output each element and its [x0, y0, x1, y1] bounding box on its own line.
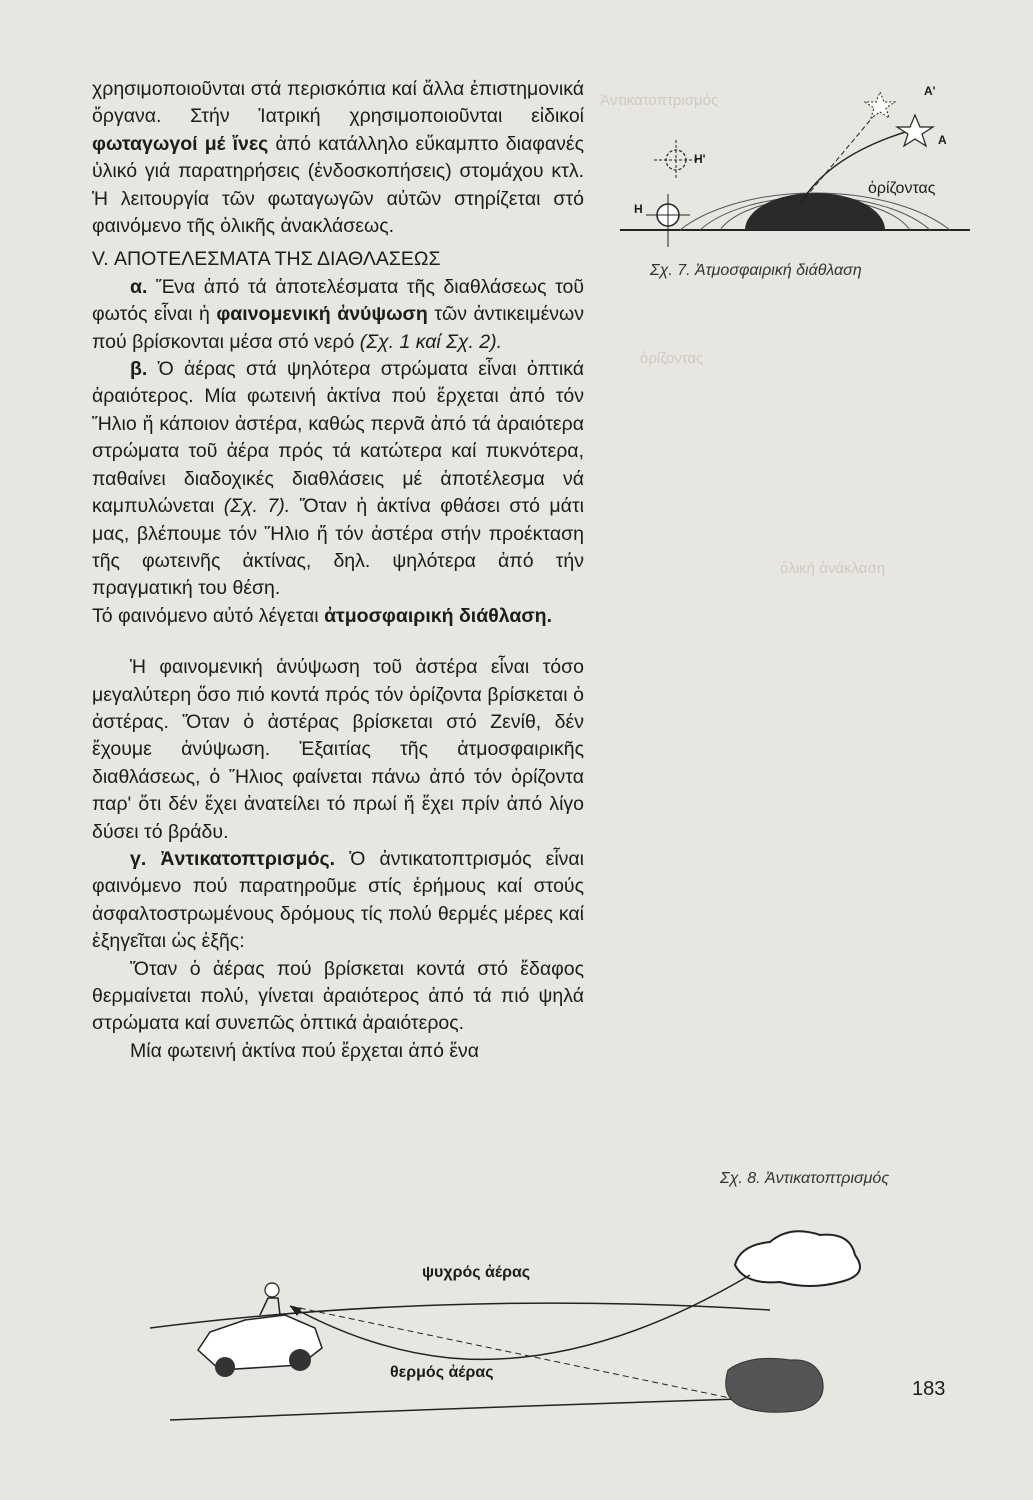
paragraph-a: α. Ἕνα ἀπό τά ἀποτελέσματα τῆς διαθλάσεως τοῦ φωτός εἶναι ἡ φαινομενική ἀνύψωση τῶν ἀντικειμένων πού βρίσκονται μέσα στό νερό (Σχ. 1 καί Σχ. 2). [92, 275, 585, 353]
paragraph-b: β. Ὁ ἀέρας στά ψηλότερα στρώματα εἶναι ὀπτικά ἀραιότερος. Μία φωτεινή ἀκτίνα πού ἔρχεται ἀπό τόν Ἥλιο ἤ κάποιον ἀστέρα, καθώς περνᾶ ἀπό τά ἀραιότερα στρώματα τοῦ ἀέρα πρός τά κατώτερα καί πυκνότερα, παθαίνει διαδοχικές διαθλάσεις μέ ἀποτέλεσμα νά καμπυλώνεται (Σχ. 7). Ὅταν ἡ ἀκτίνα φθάσει στό μάτι μας, βλέπουμε τόν Ἥλιο ἤ τόν ἀστέρα στήν προέκταση τῆς φωτεινῆς ἀκτίνας, δηλ. ψηλότερα ἀπό τήν πραγματική του θέση. [92, 358, 585, 600]
label-a-prime: Α' [924, 84, 936, 98]
figure-7-caption: Σχ. 7. Ἀτμοσφαιρική διάθλαση [650, 262, 862, 279]
road-line [170, 1398, 770, 1420]
figure-8-diagram [150, 1220, 950, 1435]
figure-7-diagram [610, 82, 990, 252]
apparent-ray-line [290, 1306, 730, 1398]
earth-dome [745, 193, 885, 230]
label-hot-air: θερμός ἀέρας [390, 1364, 494, 1381]
label-horizon: ὁρίζοντας [868, 180, 936, 197]
section-heading: V. ΑΠΟΤΕΛΕΣΜΑΤΑ ΤΗΣ ΔΙΑΘΛΑΣΕΩΣ [92, 248, 441, 271]
paragraph-c3: Μία φωτεινή ἀκτίνα πού ἔρχεται ἀπό ἕνα [130, 1039, 480, 1062]
car-icon [198, 1283, 322, 1377]
page-number: 183 [912, 1378, 946, 1400]
label-h-prime: Η' [694, 152, 706, 166]
paragraph-rise: Ἡ φαινομενική ἀνύψωση τοῦ ἀστέρα εἶναι τόσο μεγαλύτερη ὅσο πιό κοντά πρός τόν ὁρίζοντα βρίσκεται ὁ ἀστέρας. Ὅταν ὁ ἀστέρας βρίσκεται στό Ζενίθ, δέν ἔχουμε ἀνύψωση. Ἐξαιτίας τῆς ἀτμοσφαιρικῆς διαθλάσεως, ὁ Ἥλιος φαίνεται πάνω ἀπό τόν ὁρίζοντα παρ' ὅτι δέν ἔχει ἀνατείλει τό πρωί ἤ ἔχει πρίν ἀπό λίγο δύσει τό βράδυ. [92, 656, 584, 843]
paragraph-c: γ. Ἀντικατοπτρισμός. Ὁ ἀντικατοπτρισμός εἶναι φαινόμενο πού παρατηροῦμε στίς ἐρήμους καί στούς ἀσφαλτοστρωμένους δρόμους τίς πολύ θερμές μέρες καί ἐξηγεῖται ὡς ἑξῆς: [92, 847, 585, 953]
figure-8-caption: Σχ. 8. Ἀντικατοπτρισμός [720, 1170, 890, 1187]
text-column [92, 76, 584, 1065]
paragraph: χρησιμοποιοῦνται στά περισκόπια καί ἄλλα ἐπιστημονικά ὄργανα. Στήν Ἰατρική χρησιμοποιοῦνται εἰδικοί φωταγωγοί μέ ἴνες ἀπό κατάλληλο εὔκαμπτο διαφανές ὑλικό γιά παρατηρήσεις (ἐνδοσκοπήσεις) στομάχου κτλ. Ἡ λειτουργία τῶν φωταγωγῶν αὐτῶν στηρίζεται στό φαινόμενο τῆς ὁλικῆς ἀνακλάσεως. [92, 78, 585, 238]
label-cold-air: ψυχρός ἀέρας [422, 1264, 531, 1281]
bleed-text: ὁρίζοντας [640, 350, 704, 367]
apparent-star-icon [865, 92, 895, 118]
mirage-ray [290, 1275, 750, 1359]
star-icon [897, 115, 933, 146]
cloud-icon [735, 1231, 860, 1286]
label-a: Α [938, 133, 947, 147]
label-h: Η [634, 202, 643, 216]
bleed-text: Ἀντικατοπτρισμός [600, 92, 719, 109]
paragraph-c2: Ὅταν ὁ ἀέρας πού βρίσκεται κοντά στό ἔδαφος θερμαίνεται πολύ, γίνεται ἀραιότερος ἀπό τά πιό ψηλά στρώματα καί συνεπῶς ὀπτικά ἀραιότερος. [92, 957, 584, 1035]
paragraph-b2: Τό φαινόμενο αὐτό λέγεται ἀτμοσφαιρική διάθλαση. [92, 604, 553, 627]
bleed-text: ὁλική ἀνάκλαση [780, 560, 886, 577]
mirage-image-icon [726, 1358, 823, 1412]
